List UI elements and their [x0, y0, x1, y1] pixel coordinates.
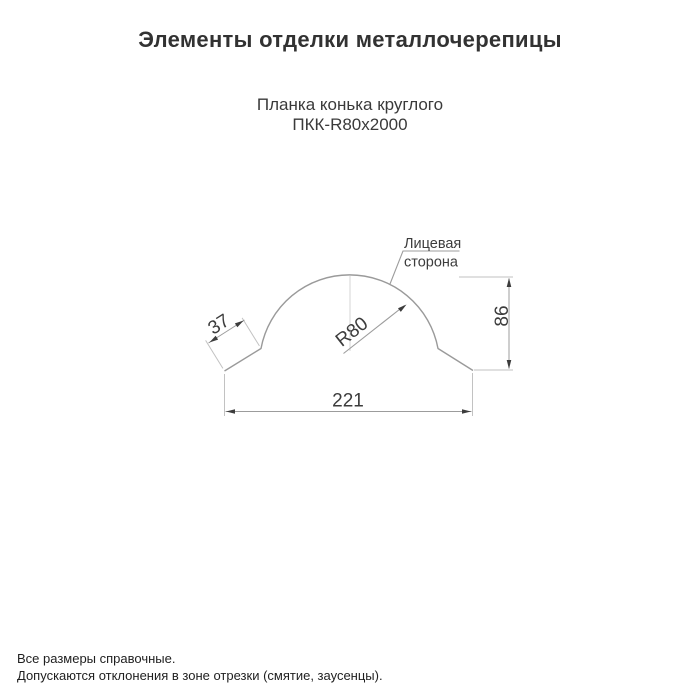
flange-extension-line-lower	[206, 340, 223, 368]
page-title: Элементы отделки металлочерепицы	[138, 27, 562, 52]
height-dimension-label: 86	[492, 305, 513, 327]
height-arrowhead-bottom	[507, 360, 512, 369]
width-dimension-label: 221	[332, 390, 364, 412]
product-code: ПКК-R80х2000	[292, 115, 408, 134]
footer-notes	[17, 650, 677, 684]
height-arrowhead-top	[507, 278, 512, 287]
product-name: Планка конька круглого	[256, 95, 444, 114]
flange-extension-line-upper	[242, 318, 259, 346]
face-side-label-line2: сторона	[404, 254, 458, 271]
flange-dimension-label: 37	[204, 310, 234, 340]
width-arrowhead-left	[226, 409, 235, 414]
footer-note-tolerances: Допускаются отклонения в зоне отрезки (смятие, заусенцы).	[17, 668, 383, 683]
face-side-label-line1: Лицевая	[404, 236, 462, 252]
radius-arrowhead	[398, 303, 408, 312]
footer-note-dimensions: Все размеры справочные.	[17, 651, 176, 666]
width-arrowhead-right	[462, 409, 471, 414]
radius-dimension-label: R80	[331, 313, 373, 352]
